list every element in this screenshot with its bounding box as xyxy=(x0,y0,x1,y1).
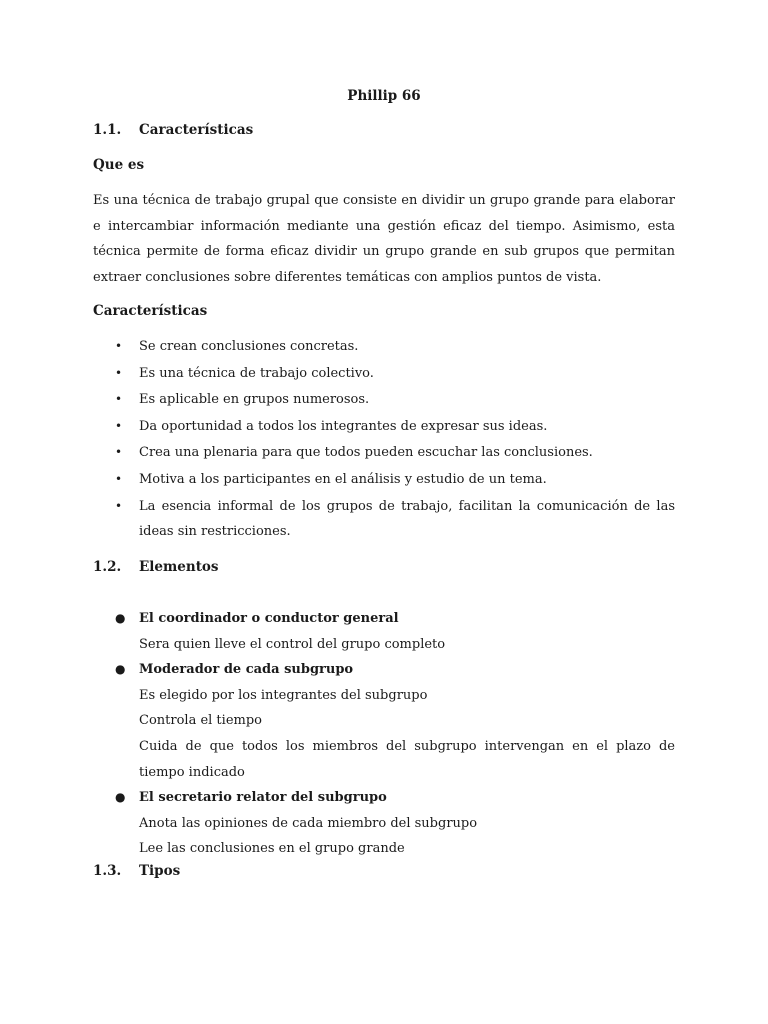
caracteristica-text: Se crean conclusiones concretas. xyxy=(139,339,359,354)
elemento-description: Anota las opiniones de cada miembro del subgrupo xyxy=(139,815,478,831)
section-title: Características xyxy=(139,122,254,138)
bullet-icon: • xyxy=(115,392,123,407)
bullet-icon: ● xyxy=(115,790,126,805)
elemento-item xyxy=(93,657,675,785)
caracteristica-text: Es una técnica de trabajo colectivo. xyxy=(139,365,374,381)
caracteristica-text: Es aplicable en grupos numerosos. xyxy=(139,392,370,408)
que-es-heading: Que es xyxy=(93,157,145,173)
caracteristica-text: Motiva a los participantes en el análisis y estudio de un tema. xyxy=(139,471,547,487)
section-title: Elementos xyxy=(139,559,219,575)
caracteristica-item xyxy=(93,414,675,440)
section-number: 1.3. xyxy=(93,863,122,879)
caracteristica-item xyxy=(93,467,675,493)
que-es-paragraph: Es una técnica de trabajo grupal que consiste en dividir un grupo grande para elaborar e intercambiar información mediante una gestión eficaz del tiempo. Asimismo, esta técnica permite de forma eficaz dividir un grupo grande en sub grupos que permitan extraer conclusiones sobre diferentes temáticas con amplios puntos de vista. xyxy=(93,193,675,286)
bullet-icon: • xyxy=(115,498,123,513)
elemento-description: Es elegido por los integrantes del subgrupo xyxy=(139,687,428,703)
section-heading-caracteristicas xyxy=(93,122,253,138)
elemento-title: Moderador de cada subgrupo xyxy=(139,662,354,678)
caracteristica-item xyxy=(93,361,675,387)
caracteristica-item xyxy=(93,334,675,360)
elementos-list xyxy=(93,606,675,862)
section-heading-elementos xyxy=(93,559,219,575)
elemento-title: El secretario relator del subgrupo xyxy=(139,790,387,806)
caracteristicas-list xyxy=(93,334,675,546)
elemento-title: El coordinador o conductor general xyxy=(139,611,399,626)
elemento-description: Cuida de que todos los miembros del subgrupo intervengan en el plazo de tiempo indicado xyxy=(139,738,675,780)
caracteristica-item xyxy=(93,387,675,413)
bullet-icon: • xyxy=(115,418,123,433)
caracteristica-text: Crea una plenaria para que todos pueden escuchar las conclusiones. xyxy=(139,445,593,461)
elemento-item xyxy=(93,606,675,657)
caracteristica-text: Da oportunidad a todos los integrantes de expresar sus ideas. xyxy=(139,418,548,434)
bullet-icon: • xyxy=(115,471,123,486)
bullet-icon: ● xyxy=(115,662,126,677)
section-title: Tipos xyxy=(139,863,181,879)
caracteristicas-heading: Características xyxy=(93,303,208,319)
elemento-description: Lee las conclusiones en el grupo grande xyxy=(139,841,405,857)
caracteristica-text: La esencia informal de los grupos de trabajo, facilitan la comunicación de las ideas sin restricciones. xyxy=(139,498,675,540)
bullet-icon: • xyxy=(115,445,123,460)
section-heading-tipos xyxy=(93,863,180,879)
section-number: 1.1. xyxy=(93,122,122,138)
elemento-description: Controla el tiempo xyxy=(139,713,262,729)
document-title: Phillip 66 xyxy=(347,88,421,104)
caracteristica-item xyxy=(93,494,675,545)
bullet-icon: • xyxy=(115,365,123,380)
section-number: 1.2. xyxy=(93,559,122,575)
elemento-description: Sera quien lleve el control del grupo completo xyxy=(139,636,446,652)
bullet-icon: ● xyxy=(115,611,126,625)
bullet-icon: • xyxy=(115,339,123,353)
elemento-item xyxy=(93,785,675,862)
caracteristica-item xyxy=(93,440,675,466)
